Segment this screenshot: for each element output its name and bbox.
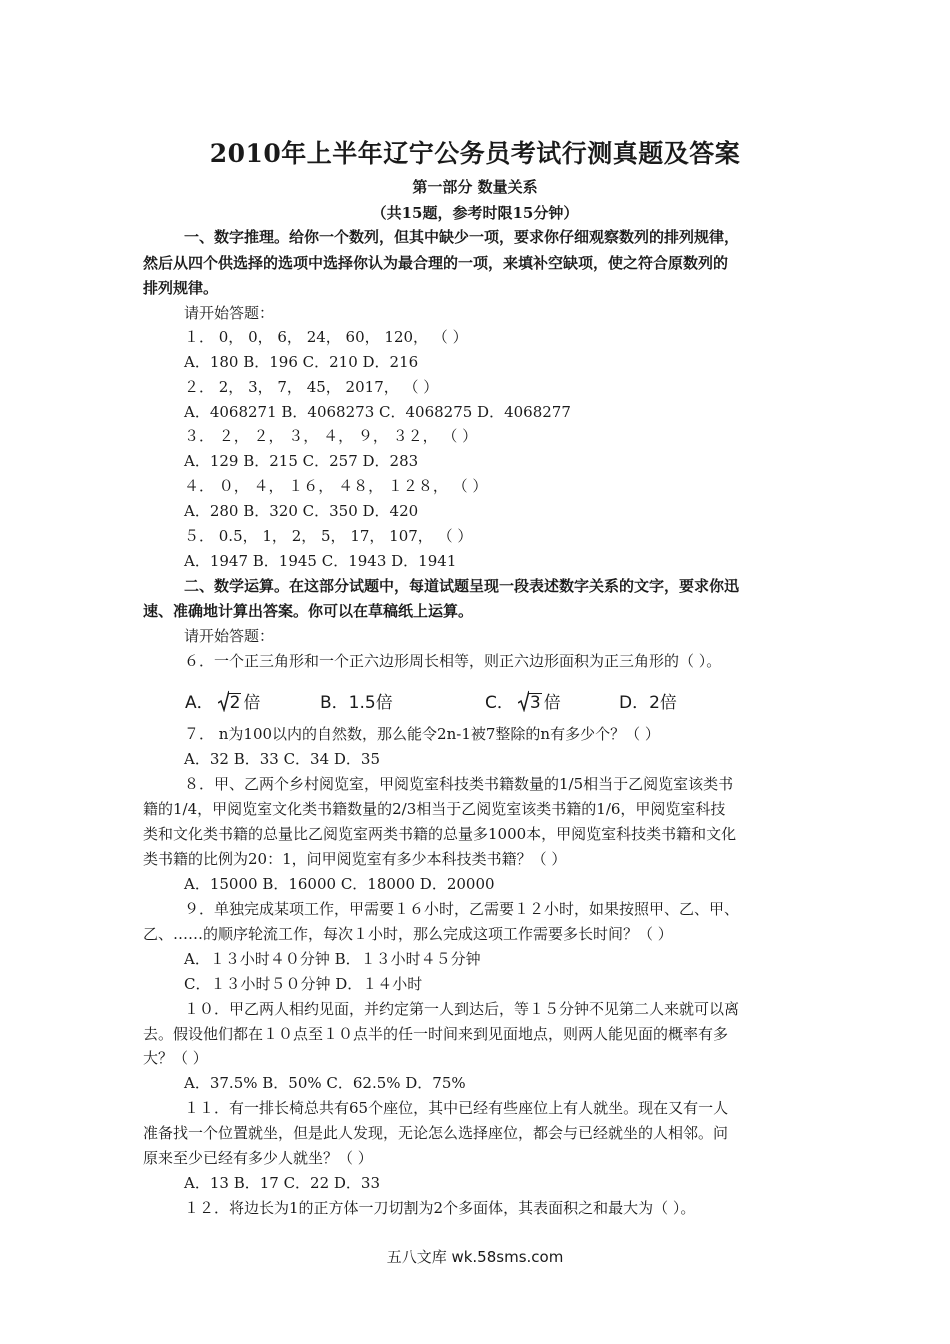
document-title: 2010年上半年辽宁公务员考试行测真题及答案 <box>209 139 741 168</box>
q6-option-c-suffix: 倍 <box>543 693 561 713</box>
q6-option-a-label: A． <box>185 693 214 713</box>
q5-stem: ５． 0.5， 1， 2， 5， 17， 107， （ ） <box>184 527 473 545</box>
sqrt-icon <box>218 690 242 712</box>
q6-option-c <box>485 688 561 713</box>
q6-options <box>185 688 745 714</box>
q9-options-2: C．１３小时５０分钟 D．１４小时 <box>184 975 423 993</box>
q10-line1: １０．甲乙两人相约见面，并约定第一人到达后，等１５分钟不见第二人来就可以离 <box>184 1000 740 1018</box>
q1-options: A．180 B．196 C．210 D．216 <box>184 353 419 371</box>
q11-line2: 准备找一个位置就坐，但是此人发现，无论怎么选择座位，都会与已经就坐的人相邻。问 <box>143 1124 729 1142</box>
section1-instruction-line3: 排列规律。 <box>143 279 219 297</box>
q6-option-a-radicand: 2 <box>229 692 241 713</box>
q7-options: A．32 B．33 C．34 D．35 <box>184 750 381 768</box>
section2-instruction-line2: 速、准确地计算出答案。你可以在草稿纸上运算。 <box>143 602 474 620</box>
q9-options-1: A．１３小时４０分钟 B．１３小时４５分钟 <box>184 950 481 968</box>
q2-options: A．4068271 B．4068273 C．4068275 D．4068277 <box>184 403 571 421</box>
section1-instruction-line2: 然后从四个供选择的选项中选择你认为最合理的一项，来填补空缺项，使之符合原数列的 <box>143 254 729 272</box>
q6-option-b: B．1.5倍 <box>320 693 393 713</box>
part-heading: 第一部分 数量关系 <box>412 178 538 196</box>
q6-stem: ６．一个正三角形和一个正六边形周长相等，则正六边形面积为正三角形的（ ）。 <box>184 652 722 670</box>
q2-stem: ２． 2， 3， 7， 45， 2017， （ ） <box>184 378 439 396</box>
q8-line1: ８．甲、乙两个乡村阅览室，甲阅览室科技类书籍数量的1/5相当于乙阅览室该类书 <box>184 775 734 793</box>
q5-options: A．1947 B．1945 C．1943 D．1941 <box>184 552 457 570</box>
q12-stem: １２．将边长为1的正方体一刀切割为2个多面体，其表面积之和最大为（ ）。 <box>184 1199 696 1217</box>
q6-option-a <box>185 688 260 713</box>
q8-line3: 类和文化类书籍的总量比乙阅览室两类书籍的总量多1000本，甲阅览室科技类书籍和文化 <box>143 825 737 843</box>
q4-options: A．280 B．320 C．350 D．420 <box>184 502 419 520</box>
q9-line2: 乙、……的顺序轮流工作，每次１小时，那么完成这项工作需要多长时间？（ ） <box>143 925 673 943</box>
part-note: （共15题，参考时限15分钟） <box>371 204 579 222</box>
q11-line3: 原来至少已经有多少人就坐？（ ） <box>143 1149 373 1167</box>
q9-line1: ９．单独完成某项工作，甲需要１６小时，乙需要１２小时，如果按照甲、乙、甲、 <box>184 900 740 918</box>
q6-option-c-radicand: 3 <box>529 692 541 713</box>
q7-stem: ７． n为100以内的自然数，那么能令2n-1被7整除的n有多少个？（ ） <box>184 725 660 743</box>
q4-stem: ４． ０， ４， １６， ４８， １２８， （ ） <box>184 477 488 495</box>
q10-options: A．37.5% B．50% C．62.5% D．75% <box>184 1074 466 1092</box>
q3-options: A．129 B．215 C．257 D．283 <box>184 452 419 470</box>
q8-line2: 籍的1/4，甲阅览室文化类书籍数量的2/3相当于乙阅览室该类书籍的1/6，甲阅览室科技 <box>143 800 726 818</box>
q11-options: A．13 B．17 C．22 D．33 <box>184 1174 381 1192</box>
q10-line3: 大？（ ） <box>143 1049 208 1067</box>
q3-stem: ３． ２， ２， ３， ４， ９， ３２， （ ） <box>184 427 478 445</box>
footer-watermark: 五八文库 wk.58sms.com <box>386 1248 564 1266</box>
section1-start: 请开始答题： <box>184 304 275 322</box>
q6-option-c-label: C． <box>485 693 514 713</box>
q6-option-d: D．2倍 <box>619 693 677 713</box>
q11-line1: １１．有一排长椅总共有65个座位，其中已经有些座位上有人就坐。现在又有一人 <box>184 1099 729 1117</box>
section1-instruction-line1: 一、数字推理。给你一个数列，但其中缺少一项，要求你仔细观察数列的排列规律， <box>184 228 740 246</box>
q1-stem: １． 0， 0， 6， 24， 60， 120， （ ） <box>184 328 468 346</box>
section2-instruction-line1: 二、数学运算。在这部分试题中，每道试题呈现一段表述数字关系的文字，要求你迅 <box>184 577 740 595</box>
sqrt-icon <box>518 690 542 712</box>
q8-options: A．15000 B．16000 C．18000 D．20000 <box>184 875 495 893</box>
q10-line2: 去。假设他们都在１０点至１０点半的任一时间来到见面地点，则两人能见面的概率有多 <box>143 1025 729 1043</box>
q8-line4: 类书籍的比例为20：1，问甲阅览室有多少本科技类书籍？（ ） <box>143 850 567 868</box>
q6-option-a-suffix: 倍 <box>243 693 261 713</box>
section2-start: 请开始答题： <box>184 627 275 645</box>
